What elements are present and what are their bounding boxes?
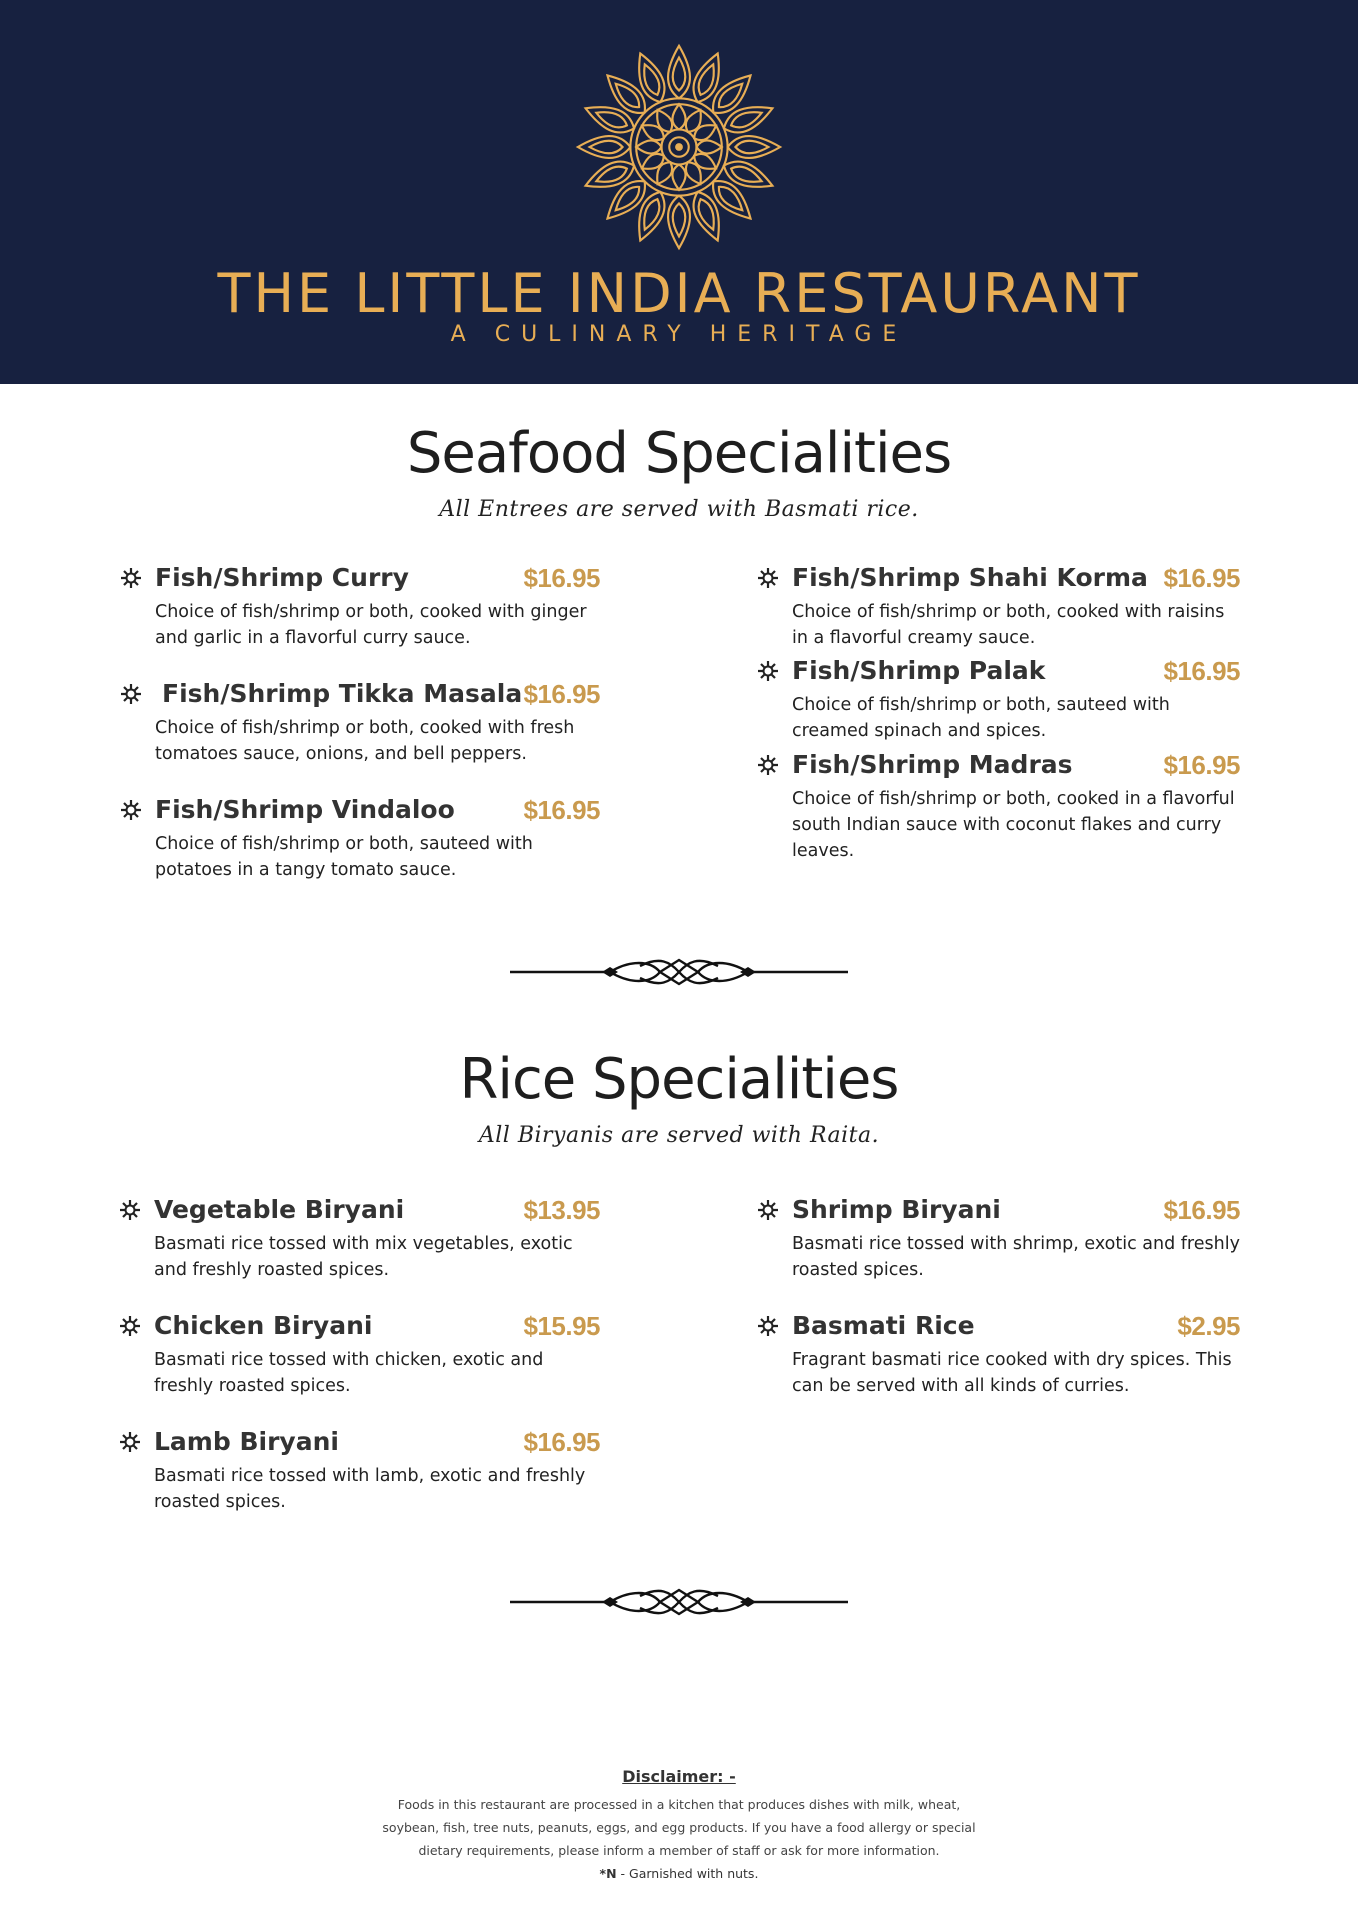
item-price: $16.95 [523, 1427, 600, 1457]
menu-item [792, 1309, 1240, 1399]
star-bullet-icon [118, 1430, 142, 1454]
item-price: $2.95 [1177, 1311, 1240, 1341]
menu-item [154, 1309, 600, 1399]
item-description: Basmati rice tossed with chicken, exotic and freshly roasted spices. [154, 1350, 544, 1396]
item-description: Basmati rice tossed with mix vegetables, exotic and freshly roasted spices. [154, 1234, 573, 1280]
disclaimer-text: Foods in this restaurant are processed in a kitchen that produces dishes with milk, wheat, soybean, fish, tree nuts, peanuts, eggs, and egg products. If you have a food allergy or special dietary requirements, please inform a member of staff or ask for more information. [382, 1797, 976, 1858]
ornamental-divider [510, 1582, 848, 1622]
item-name: Lamb Biryani [154, 1427, 339, 1456]
star-bullet-icon [756, 566, 780, 590]
menu-item [792, 561, 1240, 651]
star-bullet-icon [756, 1198, 780, 1222]
menu-item [154, 1425, 600, 1515]
star-bullet-icon [118, 1198, 142, 1222]
item-price: $16.95 [523, 795, 600, 825]
rice-section-subtitle: All Biryanis are served with Raita. [478, 1123, 880, 1148]
item-name: Fish/Shrimp Tikka Masala [162, 679, 523, 708]
seafood-section-subtitle: All Entrees are served with Basmati rice. [439, 497, 919, 522]
item-description: Basmati rice tossed with shrimp, exotic and freshly roasted spices. [792, 1234, 1240, 1280]
item-name: Vegetable Biryani [154, 1195, 405, 1224]
nuts-note [370, 1862, 988, 1886]
item-price: $16.95 [523, 563, 600, 593]
item-price: $16.95 [1163, 563, 1240, 593]
nuts-text: - Garnished with nuts. [616, 1866, 759, 1881]
item-name: Chicken Biryani [154, 1311, 373, 1340]
item-description: Choice of fish/shrimp or both, sauteed with potatoes in a tangy tomato sauce. [155, 834, 533, 880]
item-description: Choice of fish/shrimp or both, cooked with ginger and garlic in a flavorful curry sauce. [155, 602, 587, 648]
star-bullet-icon [118, 1314, 142, 1338]
item-price: $16.95 [1163, 750, 1240, 780]
item-name: Fish/Shrimp Palak [792, 656, 1046, 685]
disclaimer [370, 1765, 988, 1886]
item-description: Choice of fish/shrimp or both, cooked with fresh tomatoes sauce, onions, and bell peppers. [155, 718, 575, 764]
menu-item [155, 793, 600, 883]
seafood-section-title: Seafood Specialities [406, 421, 952, 486]
star-bullet-icon [756, 753, 780, 777]
nuts-marker: *N [599, 1866, 617, 1881]
item-name: Fish/Shrimp Vindaloo [155, 795, 455, 824]
item-price: $16.95 [523, 679, 600, 709]
item-name: Basmati Rice [792, 1311, 975, 1340]
menu-item [155, 677, 600, 767]
menu-item [154, 1193, 600, 1283]
item-price: $15.95 [523, 1311, 600, 1341]
item-description: Choice of fish/shrimp or both, cooked with raisins in a flavorful creamy sauce. [792, 602, 1225, 648]
menu-item [792, 654, 1240, 744]
menu-item [792, 1193, 1240, 1283]
star-bullet-icon [119, 566, 143, 590]
item-price: $16.95 [1163, 1195, 1240, 1225]
header-banner [0, 0, 1358, 384]
star-bullet-icon [756, 1314, 780, 1338]
item-name: Fish/Shrimp Madras [792, 750, 1073, 779]
star-bullet-icon [756, 659, 780, 683]
item-description: Choice of fish/shrimp or both, sauteed with creamed spinach and spices. [792, 695, 1170, 741]
item-price: $16.95 [1163, 656, 1240, 686]
disclaimer-title: Disclaimer: - [622, 1767, 736, 1786]
item-name: Fish/Shrimp Curry [155, 563, 409, 592]
item-description: Choice of fish/shrimp or both, cooked in a flavorful south Indian sauce with coconut flakes and curry leaves. [792, 789, 1235, 861]
menu-item [792, 748, 1240, 864]
tagline: A CULINARY HERITAGE [450, 322, 908, 347]
restaurant-name: THE LITTLE INDIA RESTAURANT [217, 262, 1141, 325]
item-name: Shrimp Biryani [792, 1195, 1001, 1224]
item-description: Fragrant basmati rice cooked with dry spices. This can be served with all kinds of curries. [792, 1350, 1232, 1396]
item-description: Basmati rice tossed with lamb, exotic and freshly roasted spices. [154, 1466, 586, 1512]
item-price: $13.95 [523, 1195, 600, 1225]
rice-section-title: Rice Specialities [459, 1047, 899, 1112]
star-bullet-icon [119, 798, 143, 822]
mandala-icon [572, 40, 786, 254]
item-name: Fish/Shrimp Shahi Korma [792, 563, 1148, 592]
star-bullet-icon [119, 682, 143, 706]
ornamental-divider [510, 952, 848, 992]
menu-item [155, 561, 600, 651]
